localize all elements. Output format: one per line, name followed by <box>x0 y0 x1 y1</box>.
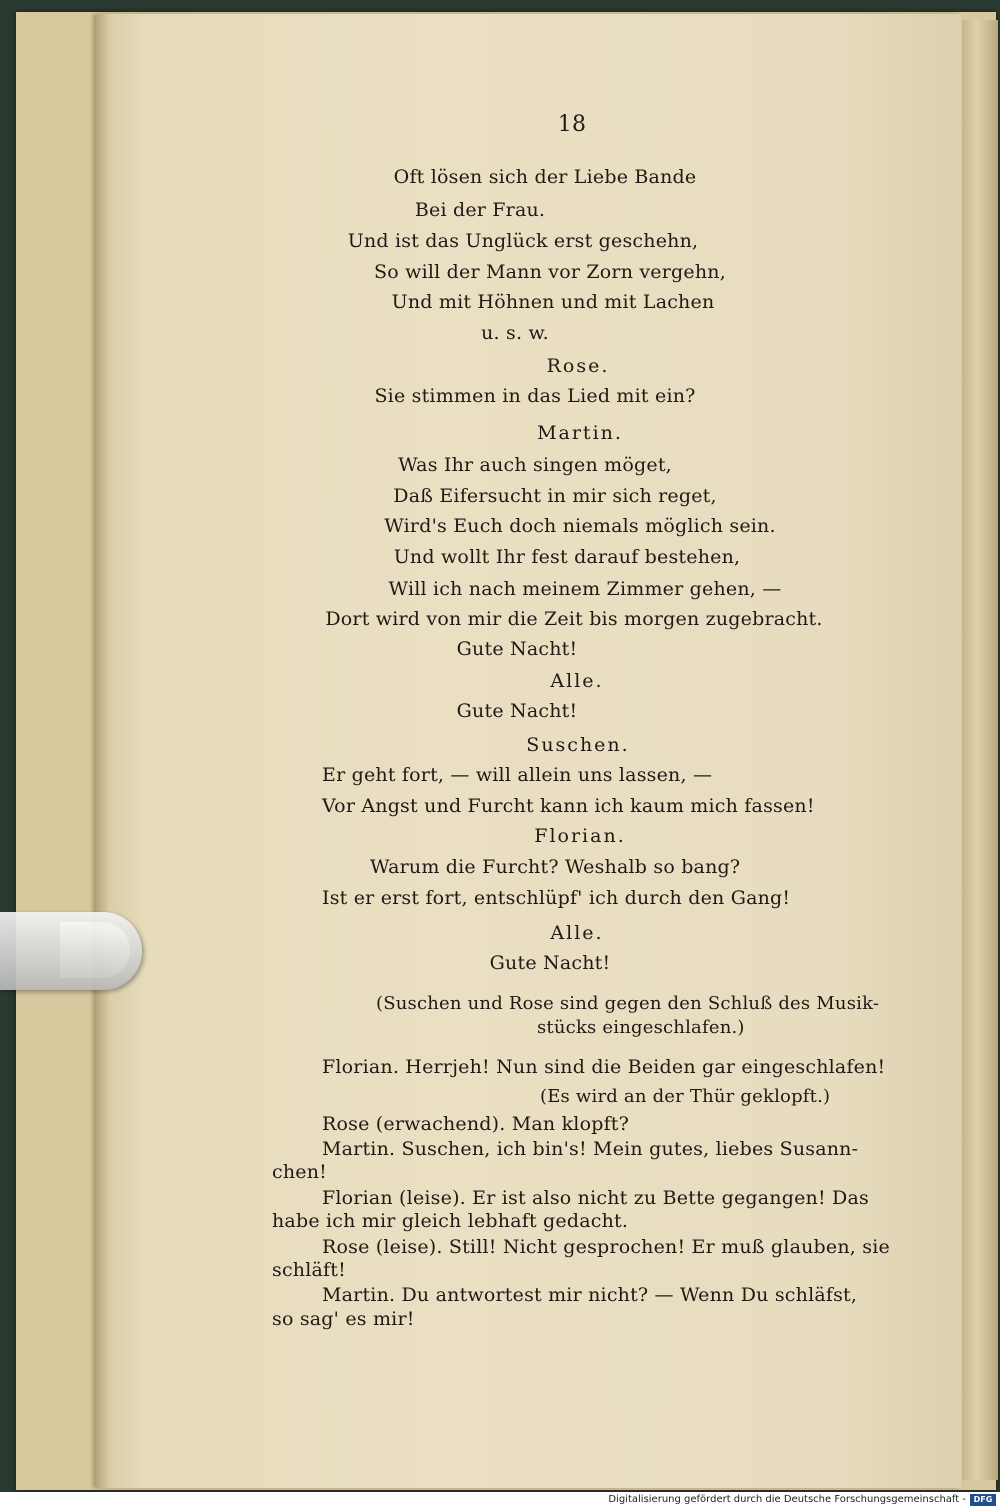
dialogue-line: chen! <box>272 1161 327 1183</box>
dialogue-line: so sag' es mir! <box>272 1308 415 1330</box>
stage-direction: (Es wird an der Thür geklopft.) <box>540 1086 831 1107</box>
verse-line: Gute Nacht! <box>489 952 611 974</box>
dialogue-line: Florian (leise). Er ist also nicht zu Bette gegangen! Das <box>322 1187 869 1209</box>
verse-line: Gute Nacht! <box>456 638 578 660</box>
bookmark-highlight <box>60 922 130 978</box>
dialogue-line: schläft! <box>272 1259 346 1281</box>
verse-line: Was Ihr auch singen möget, <box>398 454 672 476</box>
verse-line: Warum die Furcht? Weshalb so bang? <box>370 856 741 878</box>
verse-line: Ist er erst fort, entschlüpf' ich durch den Gang! <box>322 887 791 909</box>
verse-line: Oft lösen sich der Liebe Bande <box>393 166 697 188</box>
verse-line: Gute Nacht! <box>456 700 578 722</box>
dialogue-line: habe ich mir gleich lebhaft gedacht. <box>272 1210 629 1232</box>
dialogue-line: Martin. Du antwortest mir nicht? — Wenn Du schläfst, <box>322 1284 858 1306</box>
verse-line: Wird's Euch doch niemals möglich sein. <box>384 515 776 537</box>
dialogue-line: Rose (leise). Still! Nicht gesprochen! Er muß glauben, sie <box>322 1236 890 1258</box>
verse-line: Daß Eifersucht in mir sich reget, <box>393 485 717 507</box>
dfg-logo: DFG <box>970 1494 996 1506</box>
speaker-name: Florian. <box>534 825 626 847</box>
speaker-name: Rose. <box>546 355 610 377</box>
dialogue-line: Rose (erwachend). Man klopft? <box>322 1113 630 1135</box>
dialogue-line: Martin. Suschen, ich bin's! Mein gutes, liebes Susann- <box>322 1138 859 1160</box>
verse-line: Sie stimmen in das Lied mit ein? <box>374 385 696 407</box>
verse-line: Bei der Frau. <box>414 199 546 221</box>
funding-notice: Digitalisierung gefördert durch die Deutsche Forschungsgemeinschaft - <box>608 1494 966 1505</box>
stage-direction: (Suschen und Rose sind gegen den Schluß des Musik- <box>376 993 880 1014</box>
speaker-name: Alle. <box>550 670 604 692</box>
page-number: 18 <box>557 112 587 137</box>
plastic-bookmark <box>0 912 142 990</box>
verse-line: Dort wird von mir die Zeit bis morgen zugebracht. <box>325 608 823 630</box>
verse-line: Er geht fort, — will allein uns lassen, — <box>322 764 713 786</box>
speaker-name: Suschen. <box>526 734 630 756</box>
verse-line: Und wollt Ihr fest darauf bestehen, <box>393 546 741 568</box>
verse-line: So will der Mann vor Zorn vergehn, <box>374 261 726 283</box>
speaker-name: Alle. <box>550 922 604 944</box>
verse-line: Vor Angst und Furcht kann ich kaum mich fassen! <box>322 795 815 817</box>
verse-line: u. s. w. <box>481 322 549 344</box>
verse-line: Und ist das Unglück erst geschehn, <box>347 230 699 252</box>
stage-direction: stücks eingeschlafen.) <box>537 1017 745 1038</box>
page-edge <box>962 20 998 1480</box>
speaker-name: Martin. <box>537 422 623 444</box>
gutter-shadow <box>96 14 110 1488</box>
verse-line: Will ich nach meinem Zimmer gehen, — <box>388 578 782 600</box>
dialogue-line: Florian. Herrjeh! Nun sind die Beiden gar eingeschlafen! <box>322 1056 886 1078</box>
verse-line: Und mit Höhnen und mit Lachen <box>391 291 715 313</box>
